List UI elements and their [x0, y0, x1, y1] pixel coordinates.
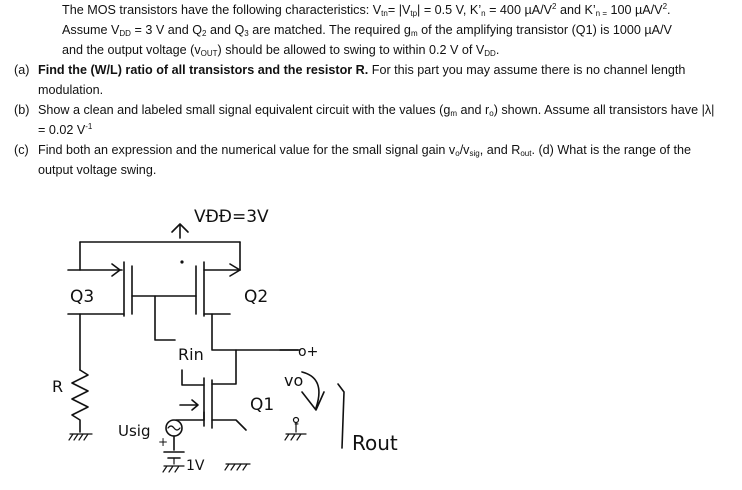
- text: Assume V: [62, 23, 120, 37]
- problem-intro: [0, 0, 742, 60]
- q3-diode-link: [155, 296, 175, 340]
- text: and r: [457, 103, 490, 117]
- sub: n =: [595, 9, 608, 18]
- sub: m: [450, 109, 458, 118]
- dot: [180, 260, 183, 263]
- vsig-tilde: [168, 426, 180, 430]
- text: .: [667, 3, 671, 17]
- text: . (d) What is the range of the output voltage swing.: [38, 143, 692, 177]
- rout-bracket: [338, 384, 344, 448]
- part-a: [0, 60, 742, 100]
- sub: out: [520, 149, 532, 158]
- q1-ground: [225, 464, 250, 470]
- text: The MOS transistors have the following characteristics: V: [62, 3, 382, 17]
- output-terminal: o+: [298, 344, 319, 360]
- sup: 2: [552, 2, 557, 11]
- r-label: R: [52, 377, 64, 396]
- output-minus: -: [294, 416, 300, 432]
- sup: 2: [662, 2, 668, 11]
- intro-line-3: [62, 40, 724, 60]
- sub: sig: [469, 149, 480, 158]
- sub: o: [489, 109, 494, 118]
- text: .: [495, 43, 500, 57]
- text: , and R: [479, 143, 521, 157]
- bias-label: 1V: [186, 458, 205, 474]
- vo-label: vo: [284, 371, 304, 390]
- problem-statement: [0, 0, 742, 180]
- part-c-label: (c): [14, 143, 29, 157]
- part-a-bold: Find the (W/L) ratio of all transistors and the resistor R.: [38, 63, 369, 77]
- sub: n: [481, 9, 486, 18]
- text: and K’: [556, 3, 596, 17]
- part-a-text: For this part you may assume there is no channel length modulation.: [38, 63, 686, 97]
- rin-label: Rin: [178, 345, 204, 364]
- sup: -1: [85, 122, 93, 131]
- text: Find both an expression and the numerical value for the small signal gain v: [38, 143, 456, 157]
- part-b-label: (b): [14, 103, 30, 117]
- part-a-label: (a): [14, 63, 30, 77]
- circuit-diagram: [0, 195, 742, 490]
- q2-transistor: [196, 262, 240, 316]
- vsig-plus: +: [158, 435, 169, 449]
- rout-label: Rout: [352, 431, 398, 455]
- text: and the output voltage (v: [62, 43, 201, 57]
- sub: o: [455, 149, 460, 158]
- part-c: [0, 140, 742, 180]
- sub: tp: [410, 9, 418, 18]
- q2-drain-wire: [212, 314, 300, 350]
- text: are matched. The required g: [248, 23, 411, 37]
- part-b: [0, 100, 742, 140]
- ground-symbol: [69, 434, 92, 440]
- vdd-label: VĐĐ=3V: [194, 207, 269, 227]
- sub: 3: [244, 29, 249, 38]
- text: Show a clean and labeled small signal equivalent circuit with the values (g: [38, 103, 451, 117]
- text: | = 0.5 V, K’: [417, 3, 482, 17]
- text: = 400 µA/V: [485, 3, 552, 17]
- text: of the amplifying transistor (Q1) is 1000 µA/V: [417, 23, 672, 37]
- vdd-arrow: [172, 224, 188, 238]
- sub: m: [410, 29, 418, 38]
- sub: DD: [119, 29, 131, 38]
- q3-label: Q3: [70, 287, 95, 307]
- intro-line-1: [62, 0, 724, 20]
- q1-label: Q1: [250, 395, 275, 415]
- text: ) shown. Assume all transistors have |λ| = 0.02 V: [38, 103, 715, 137]
- sub: 2: [202, 29, 207, 38]
- vsig-label: Usig: [118, 422, 151, 440]
- text: and Q: [206, 23, 245, 37]
- text: ) should be allowed to swing to within 0.2 V of V: [217, 43, 485, 57]
- text: 100 µA/V: [607, 3, 663, 17]
- text: = 3 V and Q: [130, 23, 203, 37]
- vsig-wire: [176, 412, 204, 420]
- q2-label: Q2: [244, 287, 269, 307]
- sub: DD: [484, 49, 496, 58]
- resistor-r: [72, 370, 88, 432]
- intro-line-2: [62, 20, 724, 40]
- sub: OUT: [200, 49, 218, 58]
- bias-battery: [164, 452, 184, 458]
- sub: tn: [381, 9, 388, 18]
- bias-ground: [163, 458, 184, 472]
- vo-arrow: [302, 372, 324, 410]
- text: = |V: [387, 3, 411, 17]
- text: /v: [459, 143, 470, 157]
